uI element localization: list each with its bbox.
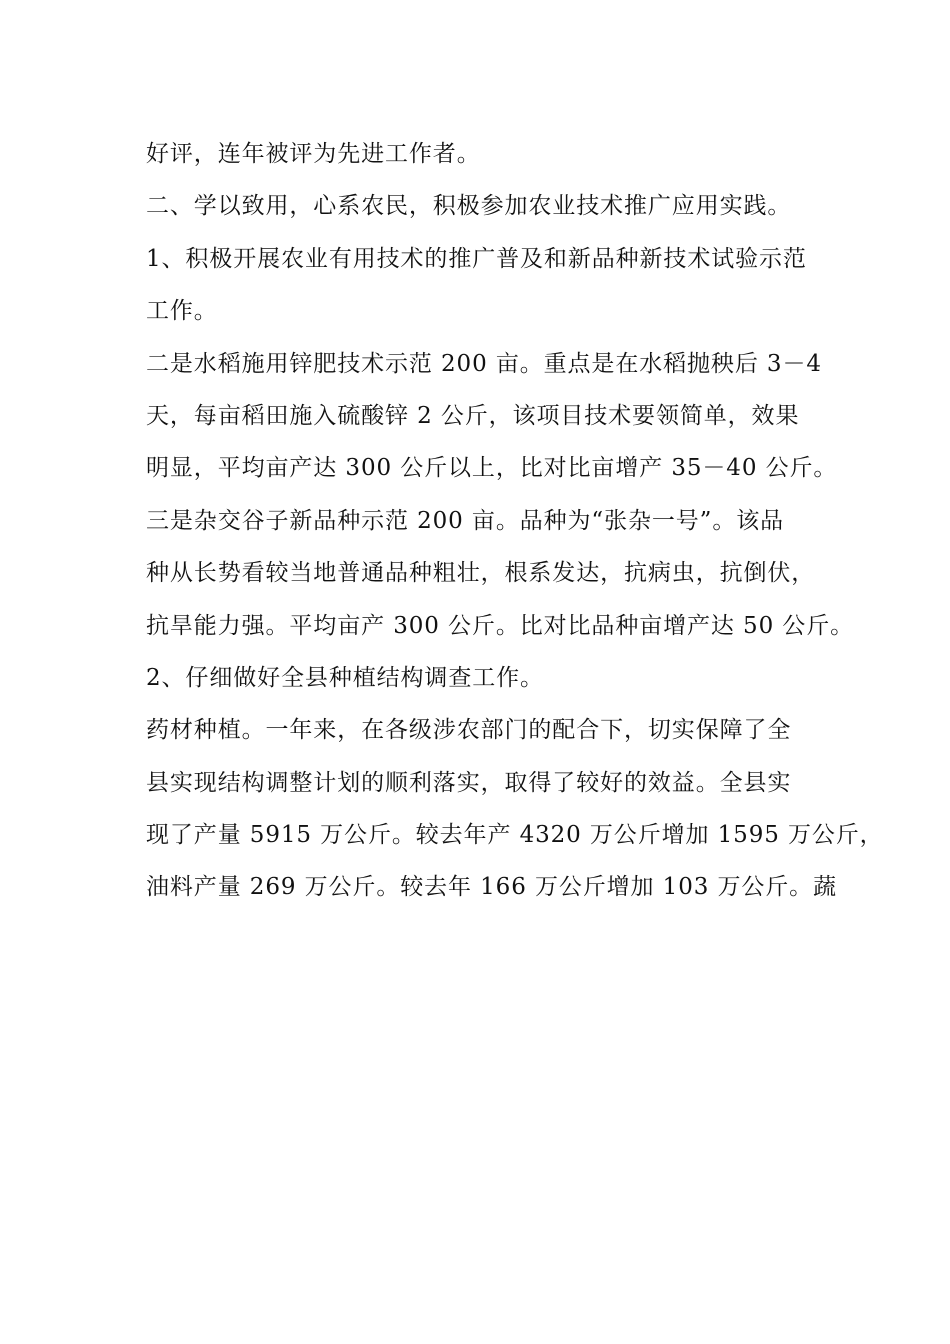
text-line: 油料产量 269 万公斤。较去年 166 万公斤增加 103 万公斤。蔬	[146, 874, 837, 901]
text-line: 1、积极开展农业有用技术的推广普及和新品种新技术试验示范	[146, 245, 807, 272]
document-body	[146, 128, 884, 914]
text-line: 现了产量 5915 万公斤。较去年产 4320 万公斤增加 1595 万公斤，	[146, 822, 884, 849]
text-line: 好评，连年被评为先进工作者。	[146, 141, 481, 167]
text-line: 抗旱能力强。平均亩产 300 公斤。比对比品种亩增产达 50 公斤。	[146, 612, 855, 639]
text-line: 三是杂交谷子新品种示范 200 亩。品种为“张杂一号”。该品	[146, 507, 785, 534]
text-line: 工作。	[146, 298, 218, 325]
text-line: 天，每亩稻田施入硫酸锌 2 公斤，该项目技术要领简单，效果	[146, 402, 800, 429]
text-line: 县实现结构调整计划的顺利落实，取得了较好的效益。全县实	[146, 769, 792, 796]
text-line: 种从长势看较当地普通品种粗壮，根系发达，抗病虫，抗倒伏，	[146, 560, 816, 587]
text-line: 二、学以致用，心系农民，积极参加农业技术推广应用实践。	[146, 193, 792, 220]
text-line: 二是水稻施用锌肥技术示范 200 亩。重点是在水稻抛秧后 3－4	[146, 350, 822, 377]
text-line: 2、仔细做好全县种植结构调查工作。	[146, 664, 544, 691]
text-line: 明显，平均亩产达 300 公斤以上，比对比亩增产 35－40 公斤。	[146, 455, 838, 482]
text-line: 药材种植。一年来，在各级涉农部门的配合下，切实保障了全	[146, 717, 792, 744]
